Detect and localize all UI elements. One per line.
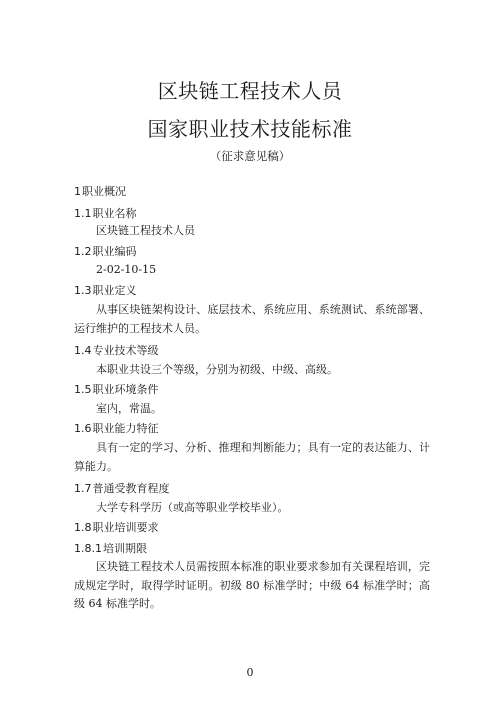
section-title: 职业能力特征 [92,422,159,435]
section-text-1-2: 2-02-10-15 [96,263,157,276]
section-heading-1-7 [74,482,170,496]
section-title: 职业环境条件 [92,383,159,396]
section-number: 1.8 [74,521,92,534]
section-number: 1 [74,185,81,198]
section-number: 1.2 [74,245,92,258]
section-number: 1.5 [74,383,92,396]
section-heading-1-2 [74,245,137,259]
section-title: 职业概况 [82,185,126,198]
section-number: 1.8.1 [74,542,102,555]
section-heading-1-5 [74,383,159,397]
section-text-1-8-1: 区块链工程技术人员需按照本标准的职业要求参加有关课程培训，完成规定学时，取得学时证明。初级 80 标准学时；中级 64 标准学时；高级 64 标准学时。 [74,560,430,610]
section-heading-1-3 [74,284,137,298]
page-number: 0 [246,666,254,679]
section-title: 普通受教育程度 [92,482,170,495]
section-title: 培训期限 [103,542,147,555]
section-title: 职业定义 [92,284,137,297]
section-text-1-3: 从事区块链架构设计、底层技术、系统应用、系统测试、系统部署、运行维护的工程技术人员。 [74,303,430,335]
section-text-1-5: 室内，常温。 [96,402,162,415]
section-text-1-4: 本职业共设三个等级，分别为初级、中级、高级。 [96,363,338,376]
section-text-1-1: 区块链工程技术人员 [96,224,195,237]
section-number: 1.7 [74,482,92,495]
section-number: 1.1 [74,207,92,220]
section-title: 职业名称 [92,207,137,220]
section-heading-1-8-1 [74,542,147,556]
section-heading-1 [74,185,126,199]
document-title-line1: 区块链工程技术人员 [157,79,343,103]
section-heading-1-8 [74,521,159,535]
document-subtitle: （征求意见稿） [209,149,291,163]
section-text-1-6: 具有一定的学习、分析、推理和判断能力；具有一定的表达能力、计算能力。 [74,441,430,473]
section-title: 专业技术等级 [92,344,159,357]
document-title-line2: 国家职业技术技能标准 [147,117,353,141]
section-title: 职业培训要求 [92,521,159,534]
section-heading-1-1 [74,207,137,221]
section-number: 1.6 [74,422,92,435]
section-heading-1-6 [74,422,159,436]
section-text-1-7: 大学专科学历（或高等职业学校毕业）。 [96,501,289,514]
section-title: 职业编码 [92,245,137,258]
section-number: 1.3 [74,284,92,297]
section-heading-1-4 [74,344,159,358]
section-number: 1.4 [74,344,92,357]
